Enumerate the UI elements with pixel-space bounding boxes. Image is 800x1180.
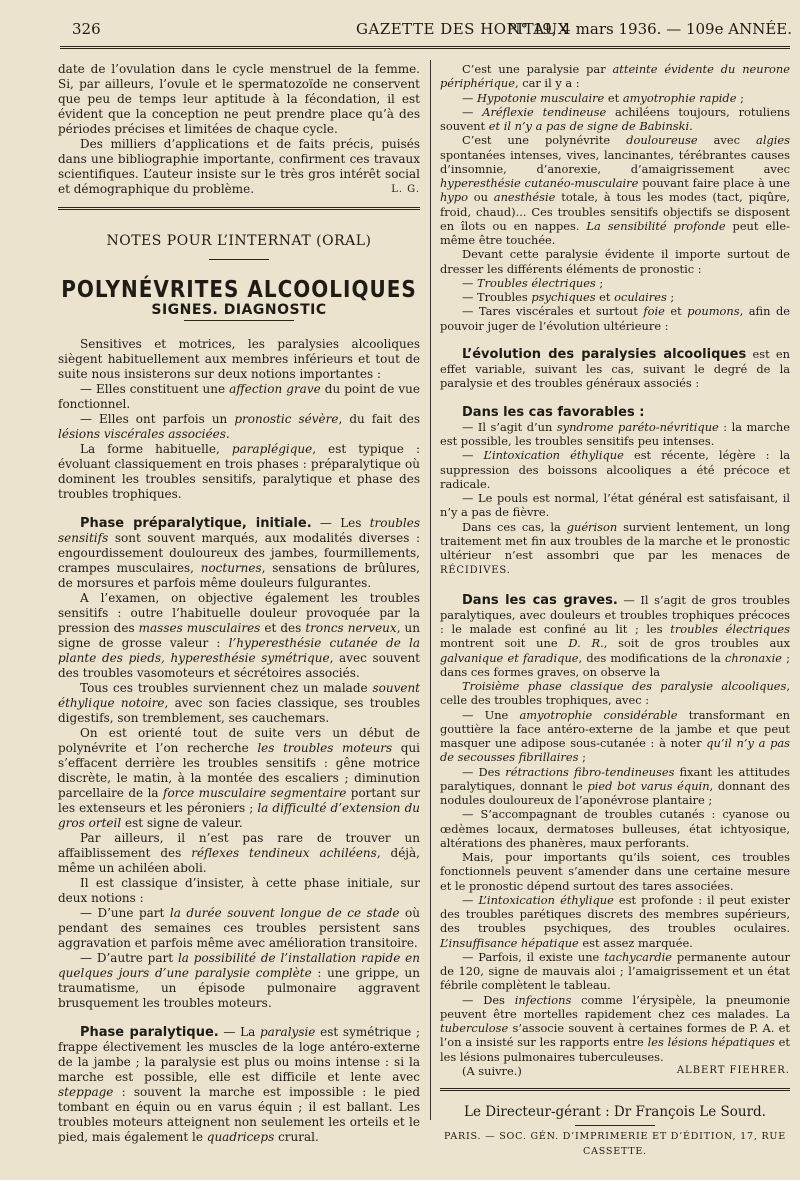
paragraph: — L’intoxication éthylique est récente, légère : la suppression des boissons alcooliques a été précoce et radicale. [440, 448, 790, 491]
paragraph [440, 405, 790, 420]
paragraph: — Elles ont parfois un pronostic sévère, du fait des lésions viscérales associées. [58, 412, 421, 441]
notes-title: NOTES POUR L’INTERNAT (ORAL) [106, 233, 372, 249]
header-rule [60, 46, 790, 49]
intro-signature: L. G. [391, 184, 420, 195]
paragraph: — D’une part la durée souvent longue de ce stade où pendant des semaines ces troubles persistent sans aggravation et parfois même avec amélioration transitoire. [58, 906, 420, 950]
paragraph: L’évolution des paralysies alcooliques est en effet variable, suivant les cas, suivant le degré de la paralysie et des troubles généraux associés : [440, 346, 790, 391]
run-in-heading: Phase préparalytique, initiale. [80, 516, 312, 531]
paragraph: Par ailleurs, il n’est pas rare de trouver un affaiblissement des réflexes tendineux achiléens, déjà, même un achiléen aboli. [58, 831, 421, 875]
subtitle-rule [184, 320, 294, 321]
paragraph: Dans les cas graves. — Il s’agit de gros troubles paralytiques, avec douleurs et troubles trophiques précoces : le malade est confiné au lit ; les troubles électriques montrent soit une D. R., soit de gros troubles aux galvanique et faradique, des modifications de la chronaxie ; dans ces formes graves, on observe la [440, 592, 790, 679]
short-rule [209, 259, 269, 260]
page-header [56, 18, 792, 40]
footer-rule [440, 1088, 790, 1091]
paragraph: — Elles constituent une affection grave du point de vue fonctionnel. [58, 382, 420, 411]
intro-paragraph-1: date de l’ovulation dans le cycle menstruel de la femme. Si, par ailleurs, l’ovule et le spermatozoïde ne conservent que peu de temps leur aptitude à la fécondation, il est évident que la conception ne peut prendre place qu’à des périodes précises et limitées de chaque cycle. [58, 62, 420, 136]
short-rule [575, 1125, 655, 1126]
printer-line: PARIS. — SOC. GÉN. D’IMPRIMERIE ET D’ÉDITION, 17, RUE CASSETTE. [444, 1131, 786, 1157]
paragraph: C’est une polynévrite douloureuse avec algies spontanées intenses, vives, lancinantes, térébrantes causes d’insomnie, d’anorexie, d’amaigrissement avec hyperesthésie cutanéo-musculaire pouvant faire place à une hypo ou anesthésie totale, à tous les modes (tact, piqûre, froid, chaud)... Ces troubles sensitifs objectifs se disposent en îlots ou en nappes. La sensibilité profonde peut elle-même être touchée. [440, 133, 791, 247]
paragraph: C’est une paralysie par atteinte évidente du neurone périphérique, car il y a : [440, 62, 790, 91]
paragraph: — Le pouls est normal, l’état général est satisfaisant, il n’y a pas de fièvre. [440, 491, 790, 520]
paragraph: — Des rétractions fibro-tendineuses fixant les attitudes paralytiques, donnant le pied bot varus équin, donnant des nodules douloureux de l’aponévrose plantaire ; [440, 764, 791, 807]
paragraph: — S’accompagnant de troubles cutanés : cyanose ou œdèmes locaux, dermatoses bulleuses, état ichtyosique, altérations des phanères, maux perforants. [440, 807, 790, 850]
paragraph: — Une amyotrophie considérable transformant en gouttière la face antéro-externe de la jambe et que peut masquer une adipose sous-cutanée : à noter qu’il n’y a pas de secousses fibrillaires ; [440, 707, 790, 765]
paragraph: A l’examen, on objective également les troubles sensitifs : outre l’habituelle douleur provoquée par la pression des masses musculaires et des troncs nerveux, un signe de grosse valeur : l’hyperesthésie cutanée de la plante des pieds, hyperesthésie symétrique, avec souvent des troubles vasomoteurs et sécrétoires associés. [58, 591, 421, 680]
to-be-continued: (A suivre.) [462, 1063, 522, 1078]
journal-title: GAZETTE DES HOPITAUX [356, 20, 569, 38]
article-title: POLYNÉVRITES ALCOOLIQUES [61, 275, 417, 303]
intro-paragraph-2: Des milliers d’applications et de faits précis, puisés dans une bibliographie importante, confirment ces travaux scientifiques. L’auteur insiste sur le très gros intérêt social et démographique du problème. L. G. [58, 137, 420, 196]
paragraph: Devant cette paralysie évidente il importe surtout de dresser les différents éléments de pronostic : [440, 247, 790, 276]
paragraph: — Parfois, il existe une tachycardie permanente autour de 120, signe de mauvais aloi ; l’amaigrissement et un état fébrile complètent le tableau. [440, 949, 790, 993]
column-divider [430, 60, 431, 1120]
paragraph: On est orienté tout de suite vers un début de polynévrite et l’on recherche les troubles moteurs qui s’effacent derrière les troubles sensitifs : gêne motrice discrète, le matin, à la montée des escaliers ; diminution parcellaire de la force musculaire segmentaire portant sur les extenseurs et les péroniers ; la difficulté d’extension du gros orteil est signe de valeur. [58, 726, 421, 830]
paragraph: Phase paralytique. — La paralysie est symétrique ; frappe électivement les muscles de la loge antéro-externe de la jambe ; la paralysie est plus ou moins intense : si la marche est possible, elle est difficile et lente avec steppage : souvent la marche est impossible : le pied tombant en équin ou en varus équin ; il est ballant. Les troubles moteurs atteignent non seulement les orteils et le pied, mais également le quadriceps crural. [58, 1025, 420, 1144]
author-signature: ALBERT FIEHRER. [676, 1064, 790, 1076]
director-line: Le Directeur-gérant : Dr François Le Sourd. [464, 1104, 766, 1120]
paragraph: Mais, pour importants qu’ils soient, ces troubles fonctionnels peuvent s’amender dans une certaine mesure et le pronostic dépend surtout des tares associées. [440, 850, 790, 893]
paragraph: — Troubles psychiques et oculaires ; [462, 290, 675, 304]
paragraph: — Troubles électriques ; [462, 275, 604, 290]
section-rule [58, 207, 420, 210]
paragraph: — Des infections comme l’érysipèle, la pneumonie peuvent être mortelles rapidement chez ces malades. La tuberculose s’associe souvent à certaines formes de P. A. et l’on a insisté sur les rapports entre les lésions hépatiques et les lésions pulmonaires tuberculeuses. [440, 992, 790, 1064]
run-in-heading: L’évolution des paralysies alcooliques [462, 346, 747, 362]
paragraph: Phase préparalytique, initiale. — Les troubles sensitifs sont souvent marqués, aux modalités diverses : engourdissement douloureux des jambes, fourmillements, crampes musculaires, nocturnes, sensations de brûlures, de morsures et parfois même douleurs fulgurantes. [58, 516, 421, 590]
paragraph: Il est classique d’insister, à cette phase initiale, sur deux notions : [58, 876, 420, 905]
paragraph: — Aréflexie tendineuse achiléens toujours, rotuliens souvent et il n’y a pas de signe de Babinski. [440, 104, 790, 133]
paragraph [440, 1064, 790, 1078]
paragraph: — L’intoxication éthylique est profonde : il peut exister des troubles parétiques discrets des membres supérieurs, des troubles psychiques, des troubles oculaires. L’insuffisance hépatique est assez marquée. [440, 892, 790, 950]
paragraph: La forme habituelle, paraplégique, est typique : évoluant classiquement en trois phases : préparalytique où dominent les troubles sensitifs, paralytique et phase des troubles trophiques. [58, 442, 420, 501]
paragraph: — Hypotonie musculaire et amyotrophie rapide ; [462, 90, 744, 105]
run-in-heading: Dans les cas favorables : [462, 404, 645, 420]
paragraph: Sensitives et motrices, les paralysies alcooliques siègent habituellement aux membres inférieurs et tout de suite nous insisterons sur deux notions importantes : [58, 337, 420, 381]
right-column [440, 62, 790, 1159]
paragraph: — D’autre part la possibilité de l’installation rapide en quelques jours d’une paralysie complète : une grippe, un traumatisme, un épisode pulmonaire aggravent brusquement les troubles moteurs. [58, 951, 420, 1010]
article-subtitle: SIGNES. DIAGNOSTIC [151, 302, 327, 318]
issue-info: N° 19, 4 mars 1936. — 109e ANNÉE. [507, 20, 792, 38]
paragraph: — Il s’agit d’un syndrome paréto-névritique : la marche est possible, les troubles sensitifs peu intenses. [440, 419, 790, 448]
run-in-heading: Dans les cas graves. [462, 592, 618, 608]
run-in-heading: Phase paralytique. [80, 1025, 219, 1040]
paragraph: Troisième phase classique des paralysie alcooliques, celle des troubles trophiques, avec : [440, 679, 790, 708]
left-column [58, 62, 420, 1145]
paragraph: — Tares viscérales et surtout foie et poumons, afin de pouvoir juger de l’évolution ultérieure : [440, 304, 790, 333]
paragraph: Dans ces cas, la guérison survient lentement, un long traitement met fin aux troubles de la marche et le pronostic ultérieur n’est assombri que par les menaces de RÉCIDIVES. [440, 519, 790, 577]
page-number: 326 [72, 20, 101, 38]
paragraph: Tous ces troubles surviennent chez un malade souvent éthylique notoire, avec son facies classique, ses troubles digestifs, son tremblement, ses cauchemars. [58, 681, 421, 725]
